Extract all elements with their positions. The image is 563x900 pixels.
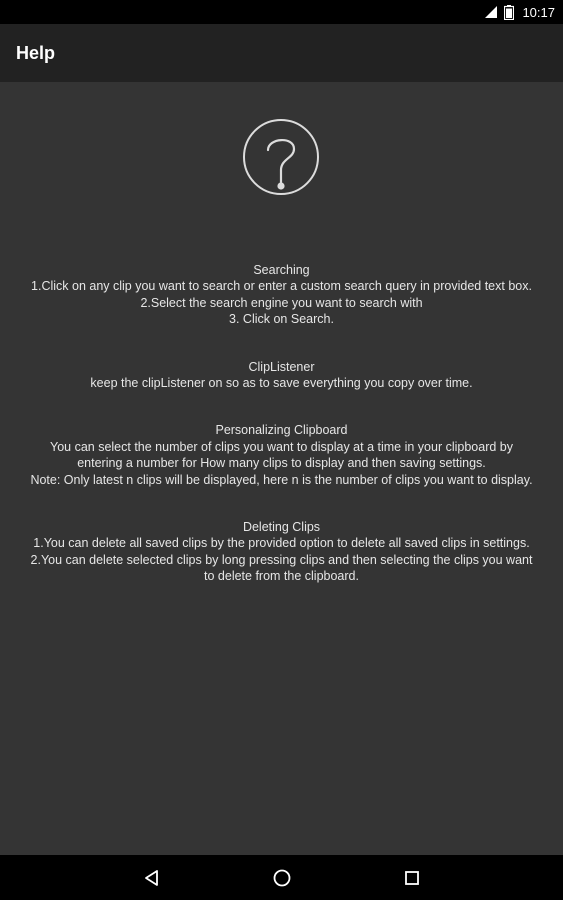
help-content[interactable] xyxy=(0,82,563,855)
section-text: Note: Only latest n clips will be displayed, here n is the number of clips you want to display. xyxy=(30,472,533,487)
section-text: You can select the number of clips you want to display at a time in your clipboard by entering a number for How many clips to display and then saving settings. xyxy=(50,439,513,471)
app-bar xyxy=(0,24,563,82)
recents-button[interactable] xyxy=(392,858,432,898)
section-text: 1.Click on any clip you want to search or enter a custom search query in provided text box. xyxy=(31,279,532,294)
section-title: Searching xyxy=(253,263,310,277)
recents-icon xyxy=(404,870,420,886)
section-title: ClipListener xyxy=(248,359,315,374)
section-text: 1.You can delete all saved clips by the provided option to delete all saved clips in settings. xyxy=(33,536,530,551)
back-button[interactable] xyxy=(132,858,172,898)
home-icon xyxy=(272,868,292,888)
section-text: 2.You can delete selected clips by long pressing clips and then selecting the clips you want to delete from the clipboard. xyxy=(30,552,533,584)
help-section-searching xyxy=(28,262,535,328)
help-section-deleting xyxy=(28,519,535,585)
back-icon xyxy=(143,869,161,887)
section-text: 2.Select the search engine you want to search with xyxy=(140,295,423,310)
help-section-cliplistener xyxy=(28,359,535,392)
section-text: keep the clipListener on so as to save everything you copy over time. xyxy=(90,376,473,391)
status-bar xyxy=(0,0,563,24)
signal-icon xyxy=(484,5,498,19)
help-section-personalizing xyxy=(28,422,535,488)
page-title: Help xyxy=(16,42,56,63)
question-mark-circle-icon xyxy=(242,118,320,196)
section-text: 3. Click on Search. xyxy=(229,312,334,327)
section-title: Personalizing Clipboard xyxy=(215,423,348,438)
status-time: 10:17 xyxy=(522,4,555,20)
battery-icon xyxy=(504,5,514,20)
navigation-bar xyxy=(0,855,563,900)
home-button[interactable] xyxy=(262,858,302,898)
section-title: Deleting Clips xyxy=(242,520,321,535)
help-sections xyxy=(28,262,535,616)
